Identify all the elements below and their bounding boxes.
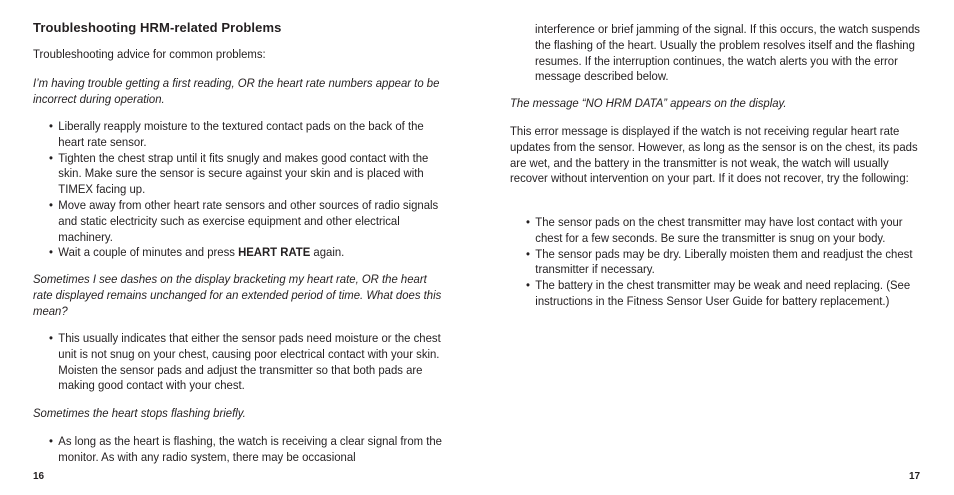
bullet-list-first-reading: [49, 119, 444, 261]
list-item: • This usually indicates that either the sensor pads need moisture or the chest unit is not snug on your chest, causing poor electrical contact with your skin. Moisten the sensor pads and adjust the transmitter so that both pads are making good contact with your chest.: [49, 331, 441, 393]
question-dashes: Sometimes I see dashes on the display bracketing my heart rate, OR the heart rate displayed remains unchanged for an extended period of time. What does this mean?: [33, 272, 442, 318]
heart-rate-button-name: HEART RATE: [238, 245, 311, 260]
bullet-list-dashes: [49, 331, 444, 394]
list-item: • As long as the heart is flashing, the watch is receiving a clear signal from the monitor. As with any radio system, there may be occasional: [49, 434, 442, 464]
question-no-hrm-data: The message “NO HRM DATA” appears on the display.: [510, 96, 787, 110]
list-item: • Tighten the chest strap until it fits snugly and makes good contact with the skin. Make sure the sensor is secure against your skin and is placed with TIMEX facing up.: [49, 150, 429, 197]
bullet-list-heart-stops: [49, 434, 444, 466]
list-item: • The battery in the chest transmitter may be weak and need replacing. (See instructions in the Fitness Sensor User Guide for battery replacement.): [526, 278, 911, 308]
continued-text: interference or brief jamming of the signal. If this occurs, the watch suspends the flashing of the heart. Usually the problem resolves itself and the flashing resumes. If the interruption continues, the watch alerts you with the error message described below.: [535, 22, 920, 84]
list-item: • The sensor pads on the chest transmitter may have lost contact with your chest for a few seconds. Be sure the transmitter is snug on your body.: [526, 215, 903, 245]
intro-text: Troubleshooting advice for common problems:: [33, 47, 266, 61]
list-item: • Move away from other heart rate sensors and other sources of radio signals and static electricity such as exercise equipment and other electrical machinery.: [49, 197, 439, 244]
list-item: • Liberally reapply moisture to the textured contact pads on the back of the heart rate sensor.: [49, 119, 424, 149]
list-item: • Wait a couple of minutes and press HEART RATE again.: [49, 245, 345, 260]
right-page: [477, 0, 954, 495]
question-first-reading: I’m having trouble getting a first reading, OR the heart rate numbers appear to be incorrect during operation.: [33, 76, 440, 106]
page-number: 16: [33, 471, 45, 482]
question-heart-stops: Sometimes the heart stops flashing briefly.: [33, 406, 246, 420]
page-number: 17: [909, 471, 921, 482]
list-item: • The sensor pads may be dry. Liberally moisten them and readjust the chest transmitter if necessary.: [526, 246, 913, 277]
bullet-list-no-data: [526, 215, 924, 310]
error-explanation: This error message is displayed if the watch is not receiving regular heart rate updates from the sensor. However, as long as the sensor is on the chest, its pads are wet, and the battery in the transmitter is not weak, the watch will usually recover without intervention on your part. If it does not recover, try the following:: [510, 124, 918, 186]
section-heading: Troubleshooting HRM-related Problems: [33, 20, 282, 35]
